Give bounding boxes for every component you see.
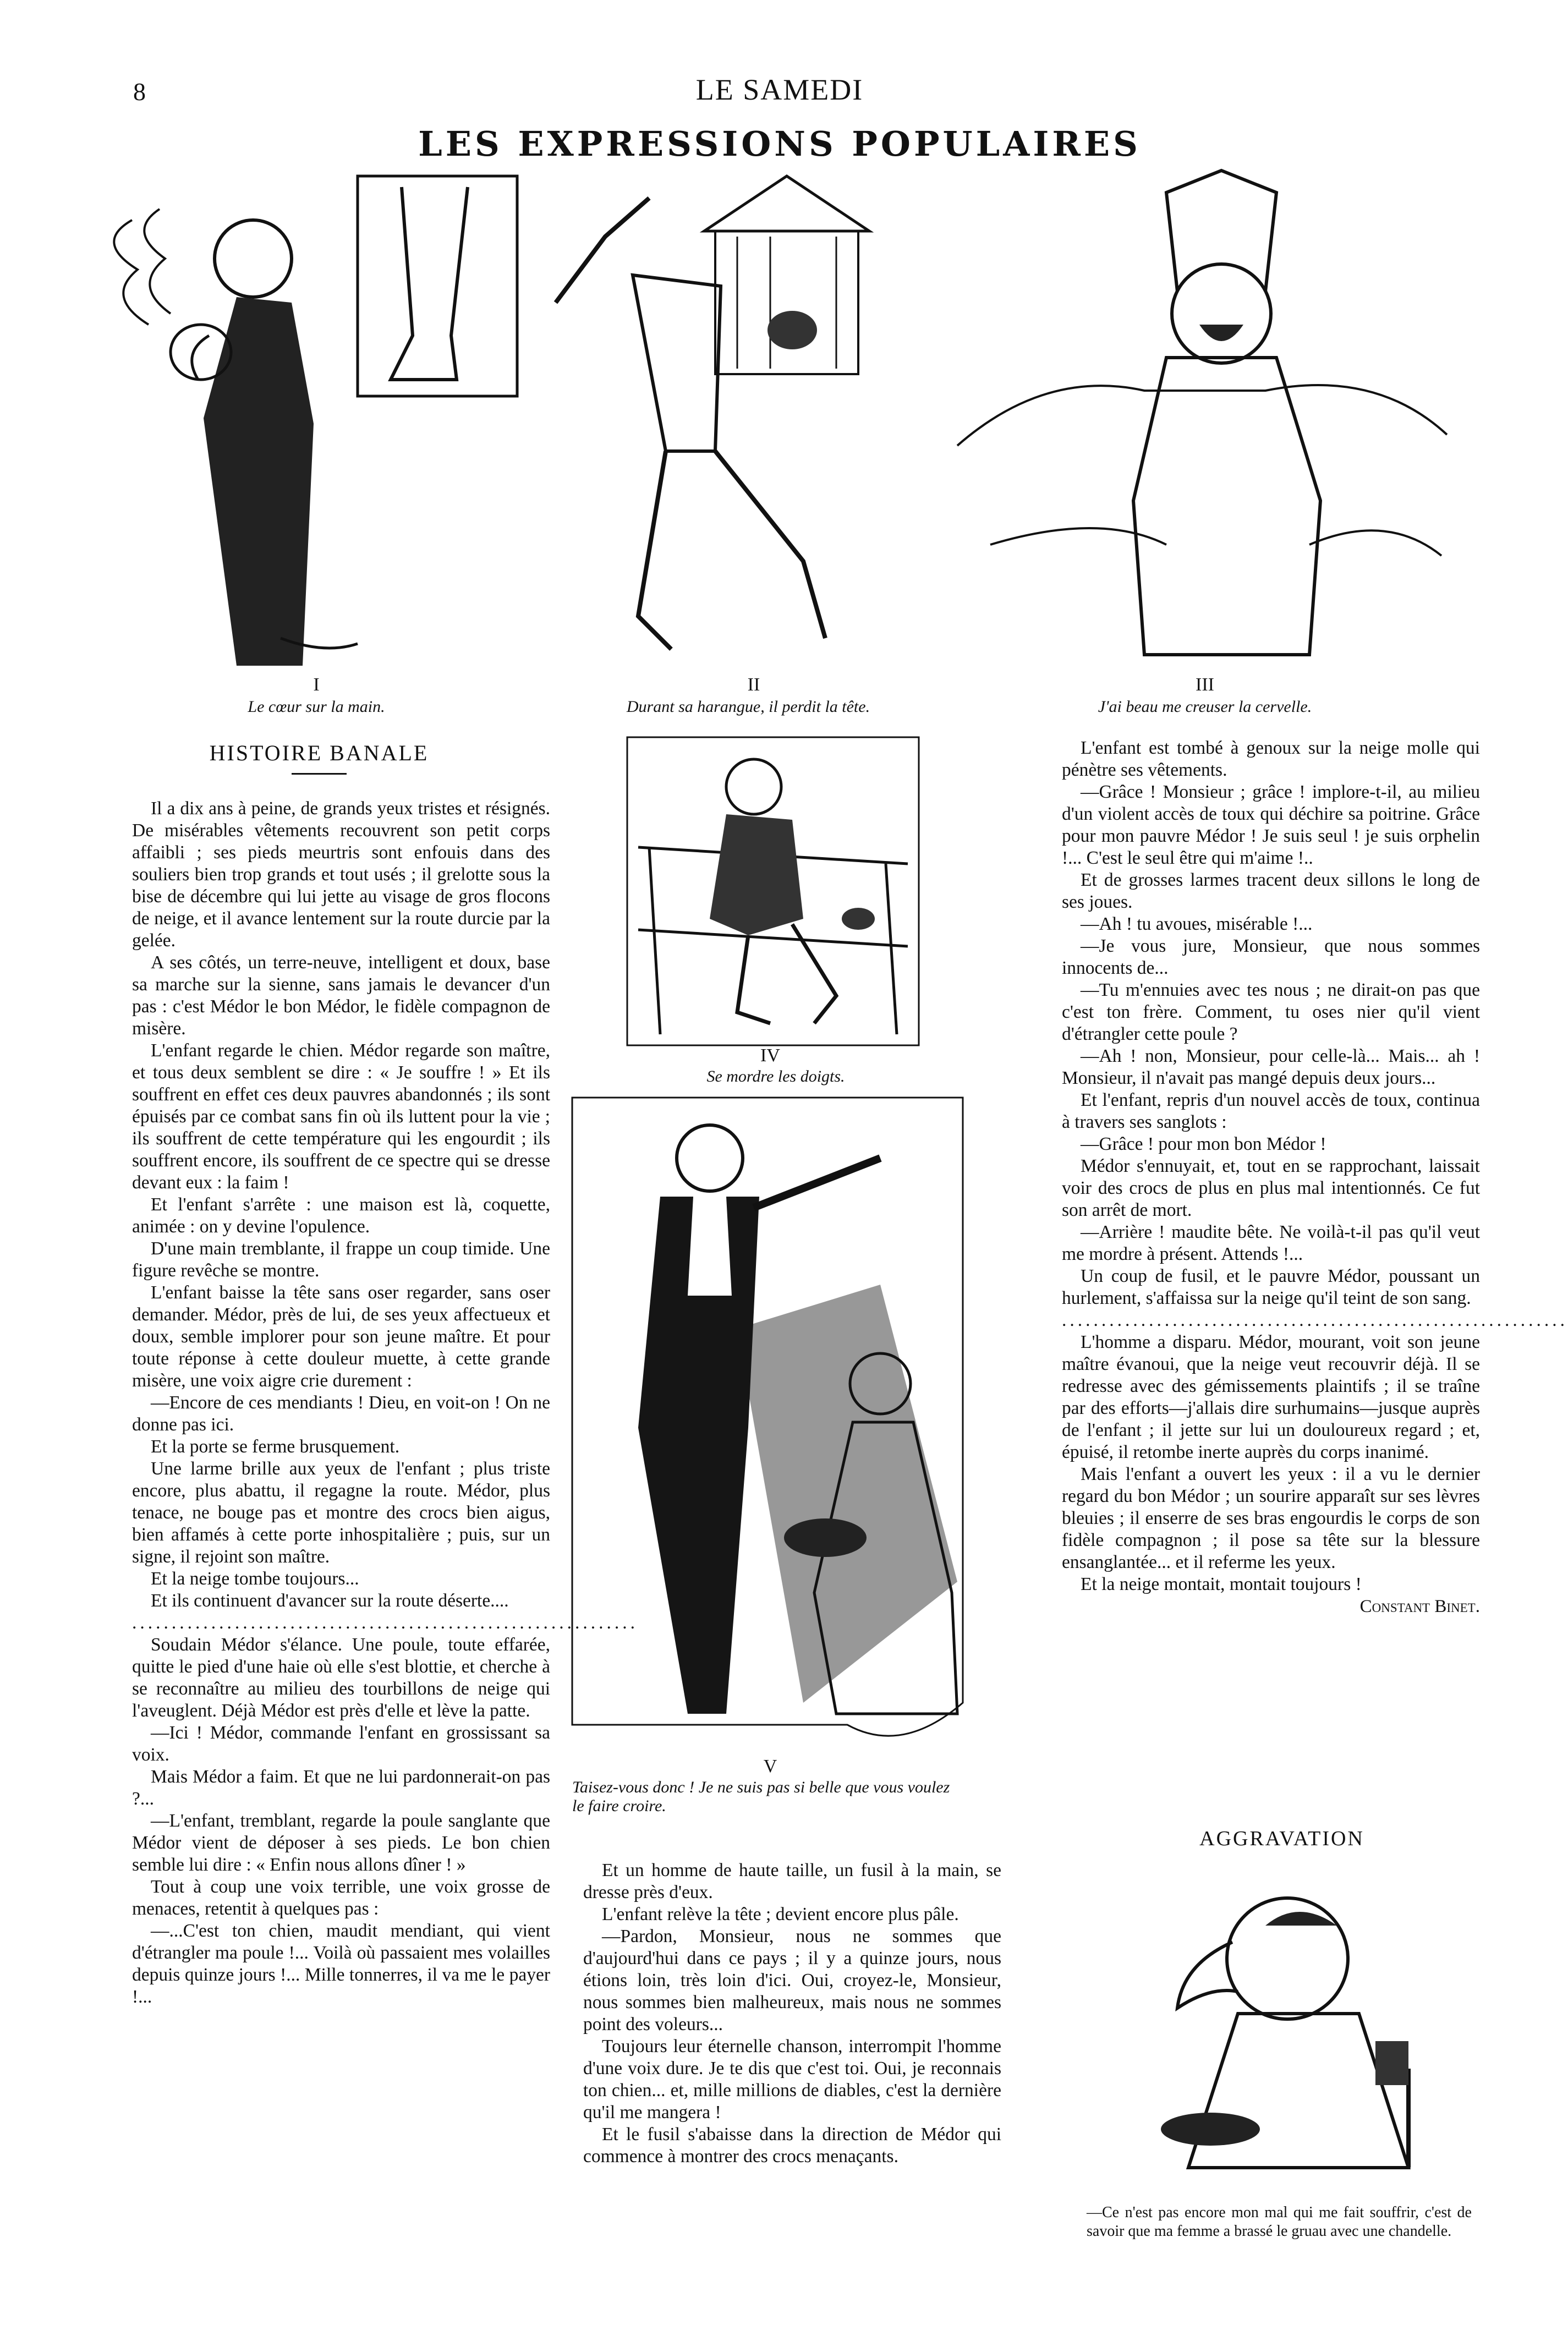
paragraph: —Encore de ces mendiants ! Dieu, en voit-on ! On ne donne pas ici.	[132, 1392, 550, 1435]
paragraph: L'enfant regarde le chien. Médor regarde son maître, et tous deux semblent se dire : « Je souffre ! » Et ils souffrent en effet ces deux pauvres abandonnés ; ils sont épuisés par ce combat sans fin où ils luttent pour la vie ; ils souffrent de cette température qui les engourdit ; ils souffrent encore, ils souffrent de ce spectre qui se dresse devant eux : la faim !	[132, 1040, 550, 1193]
paragraph: —Grâce ! pour mon bon Médor !	[1081, 1134, 1326, 1154]
paragraph: A ses côtés, un terre-neuve, intelligent et doux, base sa marche sur la sienne, sans jamais le devancer d'un pas : c'est Médor le bon Médor, le fidèle compagnon de misère.	[132, 952, 550, 1039]
illustration-5-number: V	[763, 1756, 777, 1776]
illustration-3-number: III	[1196, 675, 1214, 695]
illustration-3	[935, 160, 1463, 677]
paragraph: Toujours leur éternelle chanson, interrompit l'homme d'une voix dure. Je te dis que c'est toi. Oui, je reconnais ton chien... et, mille millions de diables, c'est la dernière qu'il me mangera !	[583, 2036, 1001, 2123]
paragraph: Médor s'ennuyait, et, tout en se rapprochant, laissait voir des crocs de plus en plus mal intentionnés. Ce fut son arrêt de mort.	[1062, 1156, 1480, 1220]
aggravation-drawing	[1100, 1882, 1474, 2190]
illustration-4-number: IV	[760, 1045, 780, 1066]
illustration-2-drawing	[539, 165, 924, 677]
masthead: LE SAMEDI	[695, 73, 864, 106]
illustration-3-caption: J'ai beau me creuser la cervelle.	[1098, 698, 1312, 716]
paragraph: Un coup de fusil, et le pauvre Médor, poussant un hurlement, s'affaissa sur la neige qu'il teint de son sang.	[1062, 1266, 1480, 1308]
paragraph: —Pardon, Monsieur, nous ne sommes que d'aujourd'hui dans ce pays ; il y a quinze jours, nous étions loin, très loin d'ici. Oui, croyez-le, Monsieur, nous sommes bien malheureux, mais nous ne sommes point des voleurs...	[583, 1926, 1001, 2035]
paragraph: Et un homme de haute taille, un fusil à la main, se dresse près d'eux.	[583, 1860, 1001, 1902]
aggravation-title: AGGRAVATION	[1199, 1827, 1364, 1850]
story-column-1	[132, 798, 638, 2008]
illustration-1-caption: Le cœur sur la main.	[248, 698, 385, 716]
aggravation-illustration	[1100, 1882, 1474, 2190]
paragraph: Et l'enfant s'arrête : une maison est là, coquette, animée : on y devine l'opulence.	[132, 1194, 550, 1237]
signature: Constant Binet.	[1359, 1597, 1480, 1616]
illustration-2-number: II	[747, 675, 760, 695]
paragraph: —Ah ! non, Monsieur, pour celle-là... Mais... ah ! Monsieur, il n'avait pas mangé depuis deux jours...	[1062, 1046, 1480, 1088]
illustration-1-number: I	[313, 675, 320, 695]
illustration-2	[539, 165, 924, 677]
illustration-5-caption: Taisez-vous donc ! Je ne suis pas si belle que vous voulez le faire croire.	[572, 1778, 950, 1815]
paragraph: —Grâce ! Monsieur ; grâce ! implore-t-il, au milieu d'un violent accès de toux qui déchire sa poitrine. Grâce pour mon pauvre Médor ! Je suis seul ! je suis orphelin !... C'est le seul être qui m'aime !..	[1062, 782, 1480, 868]
paragraph: Et ils continuent d'avancer sur la route déserte....	[151, 1591, 509, 1611]
illustration-5-drawing	[572, 1098, 963, 1755]
paragraph: Et la neige tombe toujours...	[151, 1569, 359, 1589]
paragraph: L'enfant relève la tête ; devient encore plus pâle.	[602, 1904, 959, 1924]
illustration-1	[72, 171, 528, 677]
illustration-4-caption: Se mordre les doigts.	[706, 1067, 845, 1085]
paragraph: Et l'enfant, repris d'un nouvel accès de toux, continua à travers ses sanglots :	[1062, 1090, 1480, 1132]
paragraph: Il a dix ans à peine, de grands yeux tristes et résignés. De misérables vêtements recouvrent son petit corps affaibli ; ses pieds meurtris sont enfouis dans des souliers bien trop grands et tout usés ; il grelotte sous la bise de décembre qui lui jette au visage de gros flocons de neige, et il avance lentement sur la route durcie par la gelée.	[132, 798, 550, 951]
section-title: LES EXPRESSIONS POPULAIRES	[418, 124, 1141, 164]
paragraph: —Tu m'ennuies avec tes nous ; ne dirait-on pas que c'est ton frère. Comment, tu oses nier qu'il vient d'étrangler cette poule ?	[1062, 980, 1480, 1044]
paragraph: Soudain Médor s'élance. Une poule, toute effarée, quitte le pied d'une haie où elle s'est blottie, et cherche à se reconnaître au milieu des tourbillons de neige qui l'aveuglent. Déjà Médor est près d'elle et lève la patte.	[132, 1635, 550, 1721]
paragraph: Mais l'enfant a ouvert les yeux : il a vu le dernier regard du bon Médor ; un sourire apparaît sur ses lèvres bleuies ; il enserre de ses bras engourdis le corps de son fidèle compagnon ; il pose sa tête sur la blessure ensanglantée... et il referme les yeux.	[1062, 1464, 1480, 1572]
paragraph: —Je vous jure, Monsieur, que nous sommes innocents de...	[1062, 936, 1480, 978]
page-number: 8	[133, 78, 146, 106]
illustration-4-drawing	[627, 737, 919, 1045]
story-column-2	[583, 1860, 1001, 2168]
paragraph: Et le fusil s'abaisse dans la direction de Médor qui commence à montrer des crocs menaçants.	[583, 2124, 1001, 2167]
title-rule	[292, 773, 347, 775]
illustration-2-caption: Durant sa harangue, il perdit la tête.	[626, 698, 870, 716]
paragraph: Et la neige montait, montait toujours !	[1081, 1574, 1362, 1594]
illustration-1-drawing	[72, 171, 528, 677]
illustration-5	[572, 1098, 963, 1755]
paragraph: D'une main tremblante, il frappe un coup timide. Une figure revêche se montre.	[132, 1238, 550, 1281]
paragraph: Et de grosses larmes tracent deux sillons le long de ses joues.	[1062, 870, 1480, 912]
story-title: HISTOIRE BANALE	[209, 741, 429, 765]
paragraph: —Ah ! tu avoues, misérable !...	[1081, 914, 1313, 934]
dotted-separator: ................................................................	[1062, 1310, 1568, 1330]
paragraph: Mais Médor a faim. Et que ne lui pardonnerait-on pas ?...	[132, 1767, 550, 1809]
dotted-separator: ................................................................	[132, 1613, 638, 1633]
paragraph: Tout à coup une voix terrible, une voix grosse de menaces, retentit à quelques pas :	[132, 1877, 550, 1919]
illustration-4	[627, 737, 919, 1045]
paragraph: L'enfant est tombé à genoux sur la neige molle qui pénètre ses vêtements.	[1062, 738, 1480, 780]
paragraph: —Ici ! Médor, commande l'enfant en grossissant sa voix.	[132, 1723, 550, 1765]
story-column-3	[1062, 737, 1568, 1617]
paragraph: —Arrière ! maudite bête. Ne voilà-t-il pas qu'il veut me mordre à présent. Attends !...	[1062, 1222, 1480, 1264]
paragraph: Une larme brille aux yeux de l'enfant ; plus triste encore, plus abattu, il regagne la route. Médor, plus tenace, ne bouge pas et montre des crocs bien aigus, bien affamés à cette porte inhospitalière ; puis, sur un signe, il rejoint son maître.	[132, 1458, 550, 1567]
paragraph: —...C'est ton chien, maudit mendiant, qui vient d'étrangler ma poule !... Voilà où passaient mes volailles depuis quinze jours !... Mille tonnerres, il va me le payer !...	[132, 1921, 550, 2007]
paragraph: L'enfant baisse la tête sans oser regarder, sans oser demander. Médor, près de lui, de ses yeux affectueux et doux, semble implorer pour son jeune maître. Et pour toute réponse à cette douleur muette, à cette grande misère, une voix aigre crie durement :	[132, 1282, 550, 1391]
paragraph: Et la porte se ferme brusquement.	[151, 1436, 400, 1457]
aggravation-caption: —Ce n'est pas encore mon mal qui me fait souffrir, c'est de savoir que ma femme a brassé le gruau avec une chandelle.	[1087, 2204, 1472, 2240]
illustration-3-drawing	[935, 160, 1463, 677]
paragraph: L'homme a disparu. Médor, mourant, voit son jeune maître évanoui, que la neige veut recouvrir déjà. Il se redresse avec des gémissements plaintifs ; il se traîne par des efforts—j'allais dire surhumains—jusque auprès de l'enfant ; il jette sur lui un douloureux regard ; et, épuisé, il retombe inerte auprès du corps inanimé.	[1062, 1332, 1480, 1462]
paragraph: —L'enfant, tremblant, regarde la poule sanglante que Médor vient de déposer à ses pieds. Le bon chien semble lui dire : « Enfin nous allons dîner ! »	[132, 1811, 550, 1875]
